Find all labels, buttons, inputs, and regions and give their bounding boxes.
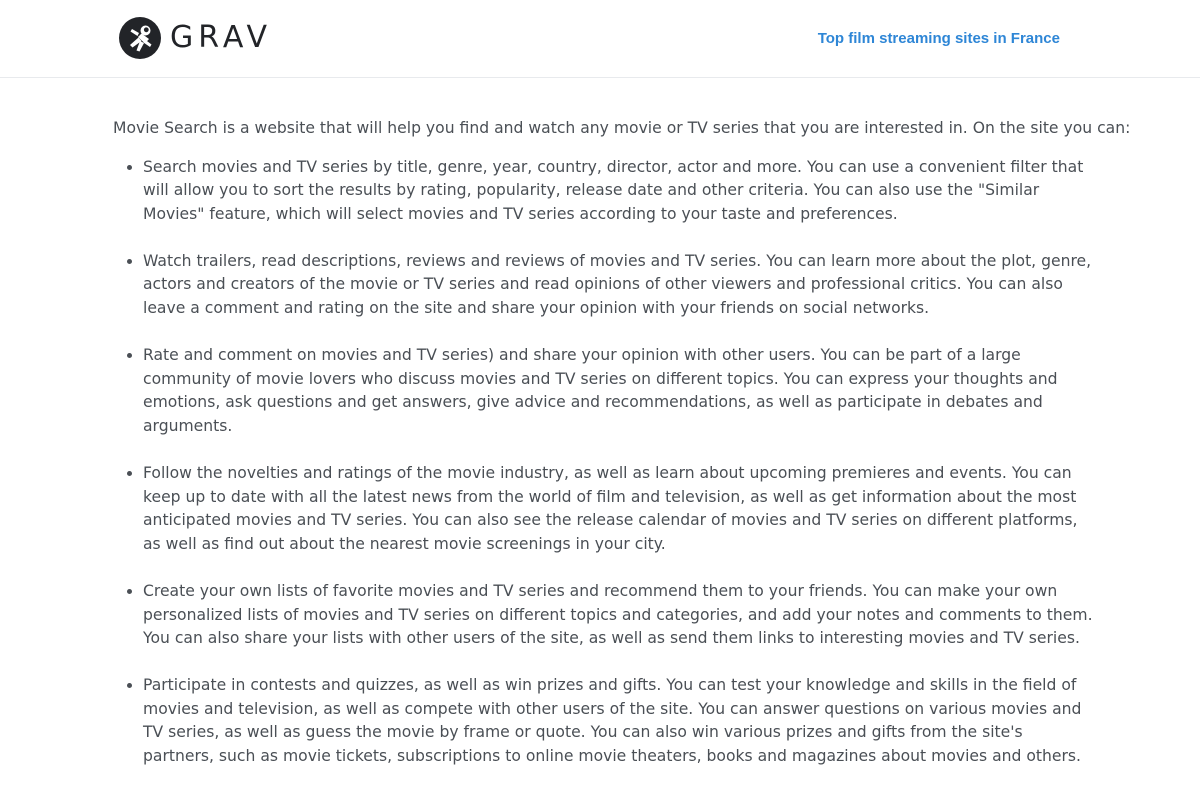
feature-list — [113, 156, 1093, 769]
list-item: • Rate and comment on movies and TV series) and share your opinion with other users. You can be part of a large community of movie lovers who discuss movies and TV series on different topics. You can express your thoughts and emotions, ask questions and get answers, give advice and recommendations, as well as participate in debates and arguments. — [143, 344, 1093, 438]
main-content — [113, 117, 1131, 792]
list-item: • Watch trailers, read descriptions, reviews and reviews of movies and TV series. You can learn more about the plot, genre, actors and creators of the movie or TV series and read opinions of other viewers and professional critics. You can also leave a comment and rating on the site and share your opinion with your friends on social networks. — [143, 250, 1093, 321]
grav-logo[interactable] — [119, 17, 272, 59]
grav-astronaut-icon — [119, 17, 161, 59]
list-item: • Follow the novelties and ratings of the movie industry, as well as learn about upcoming premieres and events. You can keep up to date with all the latest news from the world of film and television, as well as get information about the most anticipated movies and TV series. You can also see the release calendar of movies and TV series on different platforms, as well as find out about the nearest movie screenings in your city. — [143, 462, 1093, 556]
intro-paragraph: Movie Search is a website that will help you find and watch any movie or TV series that you are interested in. On the site you can: — [113, 119, 1131, 137]
logo-text: GRAV — [170, 20, 273, 55]
list-item: • Create your own lists of favorite movies and TV series and recommend them to your friends. You can make your own personalized lists of movies and TV series on different topics and categories, and add your notes and comments to them. You can also share your lists with other users of the site, as well as send them links to interesting movies and TV series. — [143, 580, 1093, 651]
list-item: • Search movies and TV series by title, genre, year, country, director, actor and more. You can use a convenient filter that will allow you to sort the results by rating, popularity, release date and other criteria. You can also use the "Similar Movies" feature, which will select movies and TV series according to your taste and preferences. — [143, 156, 1093, 227]
list-item: • Participate in contests and quizzes, as well as win prizes and gifts. You can test your knowledge and skills in the field of movies and television, as well as compete with other users of the site. You can answer questions on various movies and TV series, as well as guess the movie by frame or quote. You can also win various prizes and gifts from the site's partners, such as movie tickets, subscriptions to online movie theaters, books and magazines about movies and others. — [143, 674, 1093, 768]
nav-link-top-film-streaming[interactable]: Top film streaming sites in France — [817, 30, 1060, 47]
site-header — [0, 0, 1200, 78]
